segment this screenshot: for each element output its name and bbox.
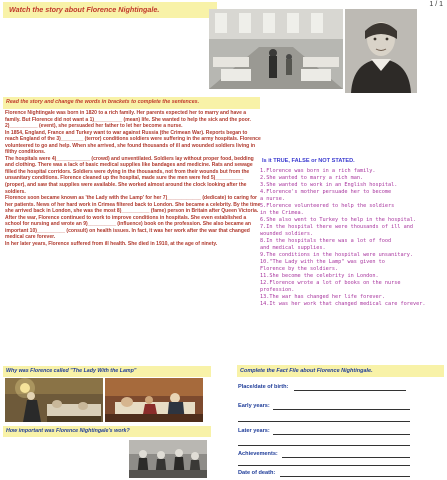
story-paragraph: Florence Nightingale was born in 1820 to a rich family. Her parents expected her to marry and have a family. But Florence did not want a 1)__________ (mean) life. She wanted to help the sick and the poor. 2)__________ (event), she persuaded her father to let her become a nurse. [5, 110, 251, 130]
list-item: 5.Florence volunteered to help the soldiers [260, 203, 395, 209]
story-paragraph: In her later years, Florence suffered from ill health. She died in 1910, at the age of ninety. [5, 240, 218, 247]
question-2-text: How important was Florence Nightingale's work? [6, 428, 130, 434]
story-paragraph: The hospitals were 4)____________ (crowd) and unventilated. Soldiers lay without proper food, bedding and clothing. There was a lack of basic medical supplies like bandages and medicine. Rats and sewage filled the hospital corridors. Soldiers were dying in the thousands, not from their wounds but from the unsanitary conditions. Florence cleaned up the hospital, made sure the men were fed 5)__________ (proper), and saw that supplies were available. She worked almost around the clock looking after the soldiers. [5, 155, 254, 195]
worksheet-title: Watch the story about Florence Nightingale. [9, 5, 160, 14]
achievements-label: Achievements: [238, 451, 278, 457]
list-item: a nurse. [260, 196, 285, 202]
list-item: Florence by the soldiers. [260, 266, 339, 272]
list-item: 2.She wanted to marry a rich man. [260, 175, 364, 181]
later-years-answer-line-2[interactable] [238, 445, 410, 446]
list-item: 10."The Lady with the Lamp" was given to [260, 259, 385, 265]
lady-with-lamp-illustration [5, 378, 103, 422]
fact-file-banner [237, 365, 444, 377]
title-banner [3, 2, 217, 18]
list-item: and medical supplies. [260, 245, 326, 251]
later-years-label: Later years: [238, 428, 270, 434]
fact-file-title: Complete the Fact File about Florence Nightingale. [240, 368, 373, 374]
story-paragraph: In 1854, England, France and Turkey want to war against Russia (the Crimean War). Reports began to reach England of the 3)________ (terror) conditions soldiers were suffering in the army hospitals. Florence volunteered to go and help. When she arrived, she found thousands of ill and wounded soldiers living in filthy conditions. [5, 129, 261, 156]
true-false-title: Is it TRUE, FALSE or NOT STATED. [262, 158, 355, 164]
list-item: profession. [260, 287, 295, 293]
florence-portrait-photo [345, 9, 417, 93]
place-of-birth-label: Place/date of birth: [238, 384, 289, 390]
early-years-answer-line[interactable] [273, 409, 410, 410]
achievements-answer-line-2[interactable] [238, 465, 410, 466]
true-false-list [260, 168, 446, 308]
question-1-banner [3, 366, 211, 377]
list-item: 11.She become the celebrity in London. [260, 273, 379, 279]
early-years-answer-line-2[interactable] [238, 421, 410, 422]
list-item: 8.In the hospitals there was a lot of food [260, 238, 392, 244]
hospital-ward-photo [209, 9, 343, 89]
date-of-death-label: Date of death: [238, 470, 276, 476]
early-years-label: Early years: [238, 403, 270, 409]
achievements-answer-line[interactable] [282, 457, 410, 458]
story-text [5, 110, 261, 247]
nursing-scene-painting [105, 378, 203, 422]
list-item: 6.She also went to Turkey to help in the hospital. [260, 217, 417, 223]
instruction-text: Read the story and change the words in brackets to complete the sentences. [6, 99, 200, 105]
instruction-banner [3, 97, 260, 109]
list-item: 3.She wanted to work in an English hospital. [260, 182, 398, 188]
story-paragraph: Florence soon became known as 'the Lady with the Lamp' for her 7)____________ (dedicate) to caring for her patients. News of her hard work in Crimea filtered back to London. She became a celebrity. By the time she arrived back in London, she was the most 8)__________ (fame) person in Britain after Queen Victoria. [5, 195, 261, 215]
list-item: 1.Florence was born in a rich family. [260, 168, 376, 174]
list-item: 13.The war has changed her life forever. [260, 294, 385, 300]
list-item: 12.Florence wrote a lot of books on the nurse [260, 280, 401, 286]
place-of-birth-answer-line[interactable] [294, 390, 406, 391]
list-item: in the Crimea. [260, 210, 304, 216]
nurses-group-photo [129, 440, 207, 478]
list-item: 7.In the hospital there were thousands of ill and [260, 224, 414, 230]
list-item: wounded soldiers. [260, 231, 314, 237]
story-paragraph: After the war, Florence continued to work to improve conditions in hospitals. She even established a school for nursing and wrote an 9)__________ (influence) book on the profession. She also became an important 10)__________ (consult) on health issues. In fact, it was her work after the war that changed medical care forever. [5, 214, 251, 241]
list-item: 9.The conditions in the hospital were unsanitary. [260, 252, 414, 258]
question-1-text: Why was Florence called "The Lady With the Lamp" [6, 368, 137, 374]
later-years-answer-line[interactable] [273, 434, 410, 435]
date-of-death-answer-line[interactable] [280, 476, 410, 477]
list-item: 14.It was her work that changed medical care forever. [260, 301, 426, 307]
page-counter: 1 / 1 [429, 1, 443, 8]
list-item: 4.Florence's mother persuade her to become [260, 189, 392, 195]
question-2-banner [3, 426, 211, 437]
